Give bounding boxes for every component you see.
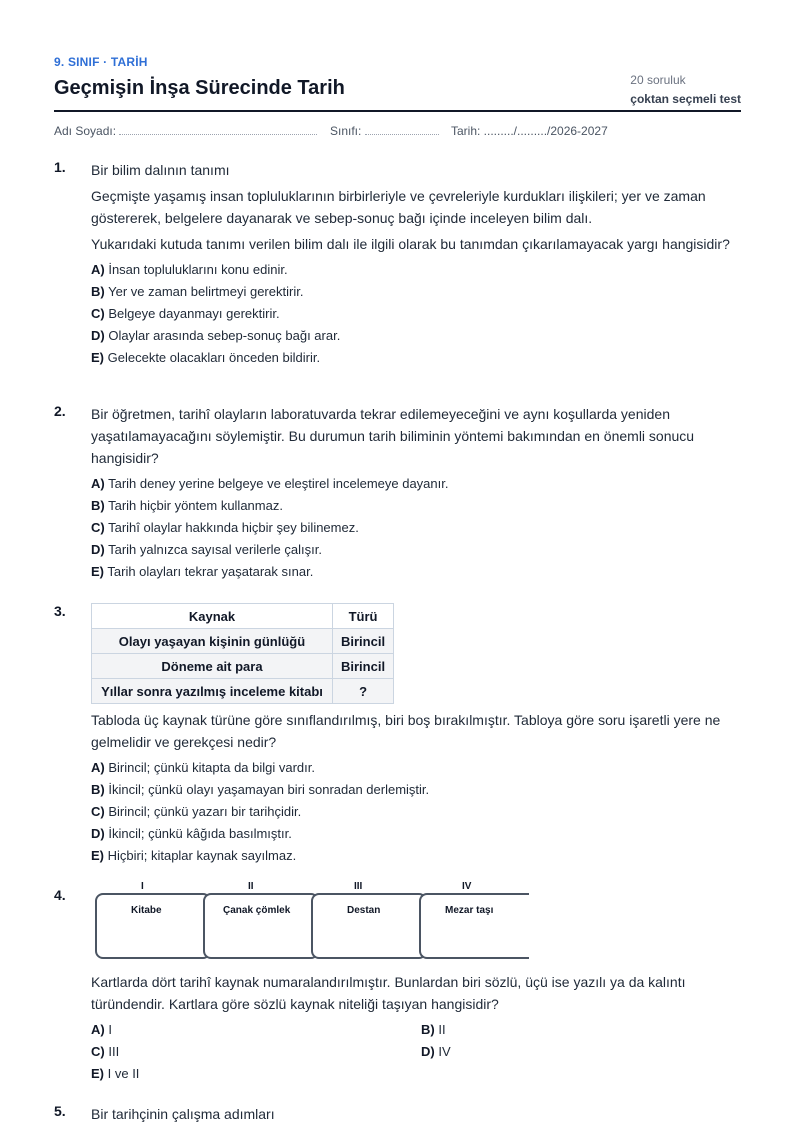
option-key: D) [91,328,105,343]
option-text: I [108,1022,112,1037]
option-key: B) [91,284,105,299]
name-field[interactable] [54,124,317,138]
table-cell: Yıllar sonra yazılmış inceleme kitabı [92,679,333,704]
question-number: 3. [54,603,66,619]
option-b[interactable] [91,779,741,801]
option-key: E) [91,564,104,579]
option-text: Tarih hiçbir yöntem kullanmaz. [108,498,283,513]
option-key: A) [91,1022,105,1037]
test-type: çoktan seçmeli test [630,92,741,106]
class-label: Sınıfı: [330,124,362,138]
question-stem: Tabloda üç kaynak türüne göre sınıflandırılmış, biri boş bırakılmıştır. Tabloya göre soru işaretli yere ne gelmelidir ve gerekçesi nedir? [91,712,721,750]
date-field[interactable]: Tarih: ........./........./2026-2027 [451,124,608,138]
option-text: Birincil; çünkü yazarı bir tarihçidir. [108,804,302,819]
option-text: İkincil; çünkü kâğıda basılmıştır. [108,826,292,841]
question-stem: Yukarıdaki kutuda tanımı verilen bilim dalı ile ilgili olarak bu tanımdan çıkarılamayacak yargı hangisidir? [91,236,730,252]
option-key: E) [91,848,104,863]
option-b[interactable] [421,1019,446,1041]
option-d[interactable] [91,823,741,845]
source-card-4 [419,893,529,959]
option-a[interactable] [91,259,741,281]
option-text: I ve II [107,1066,140,1081]
name-label: Adı Soyadı: [54,124,117,138]
question-number: 2. [54,403,66,419]
question-number: 5. [54,1103,66,1119]
table-cell: ? [333,679,394,704]
definition-text: Geçmişte yaşamış insan topluluklarının birbirleriyle ve çevreleriyle kurdukları ilişkileri; yer ve zaman göstererek, belgelere dayanarak ve sebep-sonuç bağı içinde inceleyen bilim dalı. [91,188,706,226]
option-text: III [108,1044,120,1059]
option-text: Belgeye dayanmayı gerektirir. [108,306,280,321]
class-blank [365,124,439,135]
card-number: II [248,881,254,892]
options-list [91,259,741,369]
test-meta [630,71,741,109]
option-text: Tarih olayları tekrar yaşatarak sınar. [107,564,314,579]
table-cell: Döneme ait para [92,654,333,679]
option-text: II [438,1022,446,1037]
card-number: III [354,881,363,892]
option-b[interactable] [91,495,741,517]
worksheet-title: Geçmişin İnşa Sürecinde Tarih [54,77,345,99]
option-text: Tarih deney yerine belgeye ve eleştirel incelemeye dayanır. [108,476,449,491]
option-key: B) [91,782,105,797]
option-key: E) [91,350,104,365]
header-rule [54,110,741,112]
source-card-1 [95,893,211,959]
question-stem: Bir öğretmen, tarihî olayların laboratuvarda tekrar edilemeyeceğini ve aynı koşullarda yeniden yaşatılamayacağını söylemiştir. Bu durumun tarih biliminin yöntemi bakımından en önemli sonucu hangisidir? [91,406,695,466]
option-key: A) [91,476,105,491]
option-a[interactable] [91,473,741,495]
class-field[interactable] [330,124,439,138]
question-stem: Kartlarda dört tarihî kaynak numaralandırılmıştır. Bunlardan biri sözlü, üçü ise yazılı ya da kalıntı türündendir. Kartlara göre sözlü kaynak niteliği taşıyan hangisidir? [91,974,686,1012]
question-count: 20 soruluk [630,73,686,87]
option-text: Olaylar arasında sebep-sonuç bağı arar. [108,328,341,343]
option-e[interactable] [91,845,741,867]
source-cards [91,881,531,961]
table-row [92,679,394,704]
option-text: İkincil; çünkü olayı yaşamayan biri sonradan derlemiştir. [108,782,430,797]
option-key: B) [421,1022,435,1037]
options-list [91,473,741,583]
option-text: İnsan topluluklarını konu edinir. [108,262,288,277]
option-text: Birincil; çünkü kitapta da bilgi vardır. [108,760,315,775]
table-header: Türü [333,604,394,629]
options-grid [91,1019,741,1085]
option-key: C) [91,804,105,819]
subject-label: 9. SINIF · TARİH [54,55,148,69]
option-key: A) [91,262,105,277]
option-c[interactable] [91,303,741,325]
card-label: Çanak çömlek [223,905,291,916]
table-cell: Olayı yaşayan kişinin günlüğü [92,629,333,654]
option-text: Tarihî olaylar hakkında hiçbir şey bilinemez. [108,520,359,535]
table-row [92,629,394,654]
question-heading: Bir bilim dalının tanımı [91,162,230,178]
source-table [91,603,394,704]
table-row [92,654,394,679]
option-key: D) [421,1044,435,1059]
card-label: Destan [347,905,381,916]
table-cell: Birincil [333,629,394,654]
option-text: Gelecekte olacakları önceden bildirir. [107,350,321,365]
card-label: Kitabe [131,905,162,916]
option-text: Tarih yalnızca sayısal verilerle çalışır. [108,542,322,557]
question-heading: Bir tarihçinin çalışma adımları [91,1106,275,1122]
option-e[interactable] [91,561,741,583]
question-number: 1. [54,159,66,175]
table-header: Kaynak [92,604,333,629]
option-key: E) [91,1066,104,1081]
option-a[interactable] [91,1019,112,1041]
option-key: C) [91,306,105,321]
card-number: IV [462,881,472,892]
options-list [91,757,741,867]
card-number: I [141,881,144,892]
option-c[interactable] [91,1041,119,1063]
source-card-2 [203,893,319,959]
option-c[interactable] [91,517,741,539]
option-e[interactable] [91,347,741,369]
name-blank [119,124,317,135]
option-key: C) [91,1044,105,1059]
option-text: Yer ve zaman belirtmeyi gerektirir. [108,284,304,299]
option-text: IV [438,1044,451,1059]
option-text: Hiçbiri; kitaplar kaynak sayılmaz. [107,848,297,863]
option-d[interactable] [421,1041,451,1063]
table-cell: Birincil [333,654,394,679]
option-c[interactable] [91,801,741,823]
question-number: 4. [54,887,66,903]
card-label: Mezar taşı [445,905,494,916]
option-key: D) [91,826,105,841]
option-key: B) [91,498,105,513]
source-card-3 [311,893,427,959]
option-b[interactable] [91,281,741,303]
option-key: C) [91,520,105,535]
option-key: D) [91,542,105,557]
option-e[interactable] [91,1063,139,1085]
option-d[interactable] [91,325,741,347]
option-key: A) [91,760,105,775]
option-d[interactable] [91,539,741,561]
table-header-row [92,604,394,629]
option-a[interactable] [91,757,741,779]
